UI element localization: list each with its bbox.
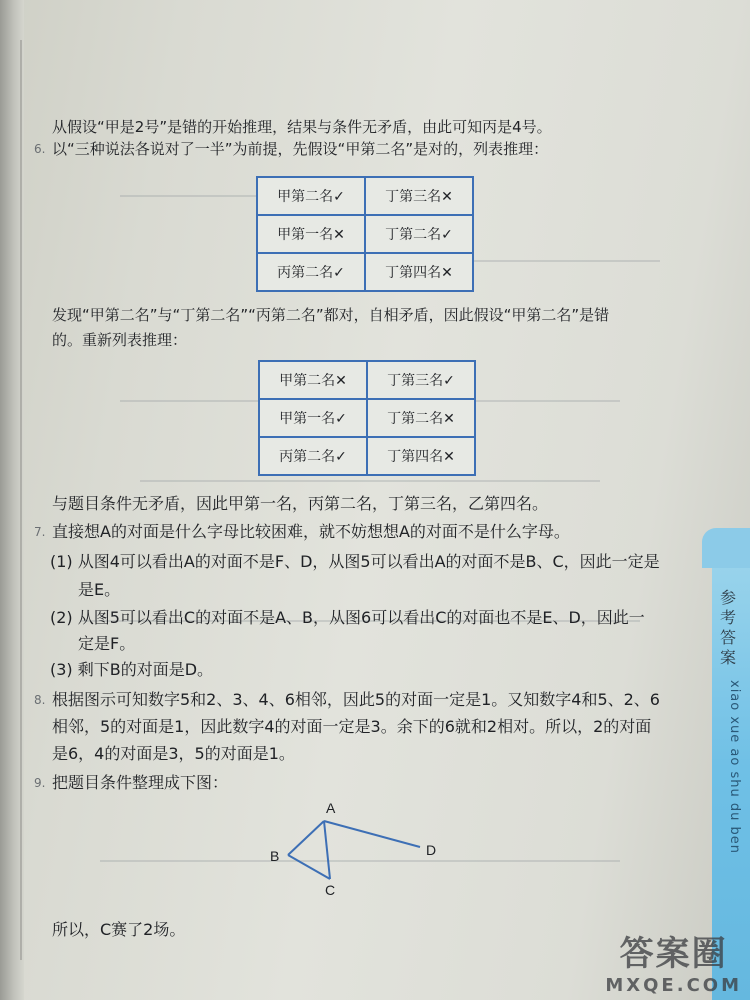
- node-label-A: A: [326, 800, 336, 816]
- node-label-B: B: [270, 848, 280, 864]
- text-line: 发现“甲第二名”与“丁第二名”“丙第二名”都对，自相矛盾，因此假设“甲第二名”是错: [52, 306, 610, 324]
- text-line: 是E。: [78, 580, 121, 599]
- question-number: 7.: [34, 525, 46, 539]
- page-binding-shadow: [0, 0, 24, 1000]
- table-cell: 甲第一名✕: [257, 215, 365, 253]
- table-cell: 丁第二名✕: [367, 399, 475, 437]
- watermark: [605, 926, 742, 996]
- text-line: 直接想A的对面是什么字母比较困难，就不妨想想A的对面不是什么字母。: [52, 522, 570, 541]
- table-cell: 丁第三名✕: [365, 177, 473, 215]
- text-line: 是6，4的对面是3，5的对面是1。: [52, 744, 295, 763]
- table-cell: 甲第一名✓: [259, 399, 367, 437]
- watermark-logo: 答案圈: [619, 934, 728, 974]
- text-line: 的。重新列表推理：: [52, 331, 188, 349]
- table-cell: 丁第三名✓: [367, 361, 475, 399]
- table-cell: 丁第四名✕: [365, 253, 473, 291]
- text-line: 从假设“甲是2号”是错的开始推理，结果与条件无矛盾，由此可知丙是4号。: [52, 118, 552, 136]
- match-diagram: [262, 775, 462, 895]
- table-row: [259, 437, 475, 475]
- table-row: [259, 361, 475, 399]
- table-cell: 丁第四名✕: [367, 437, 475, 475]
- text-line: (3) 剩下B的对面是D。: [50, 660, 214, 679]
- edge-A-D: [324, 821, 420, 847]
- watermark-url: MXQE.COM: [605, 975, 742, 996]
- table-cell: 丙第二名✓: [259, 437, 367, 475]
- table-row: [257, 253, 473, 291]
- text-line: 定是F。: [78, 634, 136, 653]
- edge-A-C: [324, 821, 330, 879]
- text-line: 相邻，5的对面是1，因此数字4的对面一定是3。余下的6就和2相对。所以，2的对面: [52, 717, 652, 736]
- reasoning-table-1: [256, 176, 474, 292]
- edge-B-C: [288, 855, 330, 879]
- side-tab-pinyin: xiao xue ao shu du ben: [727, 680, 742, 854]
- text-line: 与题目条件无矛盾，因此甲第一名，丙第二名，丁第三名，乙第四名。: [52, 494, 549, 513]
- question-number: 9.: [34, 776, 46, 790]
- question-number: 6.: [34, 142, 46, 156]
- side-tab-title: 参考答案: [719, 588, 736, 667]
- text-line: 把题目条件整理成下图：: [52, 773, 229, 792]
- text-line: 以“三种说法各说对了一半”为前提，先假设“甲第二名”是对的，列表推理：: [52, 140, 549, 158]
- question-number: 8.: [34, 693, 46, 707]
- table-cell: 甲第二名✕: [259, 361, 367, 399]
- text-line: 所以，C赛了2场。: [52, 920, 186, 939]
- reasoning-table-2: [258, 360, 476, 476]
- node-label-D: D: [426, 842, 437, 858]
- table-cell: 丁第二名✓: [365, 215, 473, 253]
- table-row: [257, 177, 473, 215]
- edge-A-B: [288, 821, 324, 855]
- text-line: (2) 从图5可以看出C的对面不是A、B，从图6可以看出C的对面也不是E、D，因此一: [50, 608, 645, 627]
- side-tab-cap: [702, 528, 750, 568]
- table-cell: 丙第二名✓: [257, 253, 365, 291]
- node-label-C: C: [325, 882, 336, 895]
- text-line: (1) 从图4可以看出A的对面不是F、D，从图5可以看出A的对面不是B、C，因此一定是: [50, 552, 660, 571]
- table-cell: 甲第二名✓: [257, 177, 365, 215]
- table-row: [257, 215, 473, 253]
- table-row: [259, 399, 475, 437]
- text-line: 根据图示可知数字5和2、3、4、6相邻，因此5的对面一定是1。又知数字4和5、2、6: [52, 690, 660, 709]
